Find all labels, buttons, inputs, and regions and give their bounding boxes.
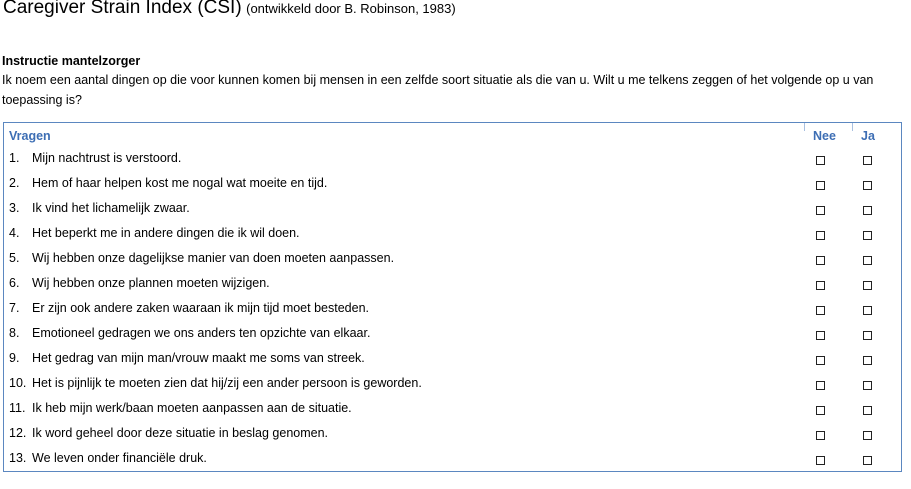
- question-row: [4, 447, 901, 472]
- question-row: [4, 372, 901, 397]
- no-checkbox[interactable]: [816, 206, 825, 215]
- no-checkbox[interactable]: [816, 381, 825, 390]
- header-yes: Ja: [861, 129, 875, 143]
- document-title: [3, 0, 456, 19]
- instruction-text: Ik noem een aantal dingen op die voor kunnen komen bij mensen in een zelfde soort situatie als die van u. Wilt u me telkens zeggen of het volgende op u van toepassing is?: [2, 73, 874, 107]
- yes-checkbox[interactable]: [863, 206, 872, 215]
- yes-checkbox[interactable]: [863, 356, 872, 365]
- question-text: We leven onder financiële druk.: [32, 451, 207, 465]
- yes-checkbox[interactable]: [863, 456, 872, 465]
- question-text: Ik vind het lichamelijk zwaar.: [32, 201, 190, 215]
- question-text: Ik word geheel door deze situatie in beslag genomen.: [32, 426, 329, 440]
- title-main: Caregiver Strain Index (CSI): [3, 0, 242, 18]
- question-number: 7.: [9, 301, 20, 315]
- yes-checkbox[interactable]: [863, 431, 872, 440]
- no-checkbox[interactable]: [816, 256, 825, 265]
- yes-checkbox[interactable]: [863, 331, 872, 340]
- yes-checkbox[interactable]: [863, 231, 872, 240]
- yes-checkbox[interactable]: [863, 406, 872, 415]
- no-checkbox[interactable]: [816, 356, 825, 365]
- no-checkbox[interactable]: [816, 306, 825, 315]
- questions-table: [3, 122, 902, 472]
- question-number: 9.: [9, 351, 20, 365]
- question-text: Het gedrag van mijn man/vrouw maakt me soms van streek.: [32, 351, 365, 365]
- question-number: 12.: [9, 426, 27, 440]
- header-questions: Vragen: [9, 129, 51, 143]
- question-number: 11.: [9, 401, 26, 415]
- no-checkbox[interactable]: [816, 456, 825, 465]
- question-number: 2.: [9, 176, 20, 190]
- no-checkbox[interactable]: [816, 331, 825, 340]
- no-checkbox[interactable]: [816, 431, 825, 440]
- question-text: Hem of haar helpen kost me nogal wat moeite en tijd.: [32, 176, 328, 190]
- title-subtitle: (ontwikkeld door B. Robinson, 1983): [246, 1, 456, 16]
- yes-checkbox[interactable]: [863, 156, 872, 165]
- question-text: Emotioneel gedragen we ons anders ten opzichte van elkaar.: [32, 326, 371, 340]
- question-number: 6.: [9, 276, 20, 290]
- question-text: Wij hebben onze plannen moeten wijzigen.: [32, 276, 270, 290]
- question-row: [4, 172, 901, 197]
- question-row: [4, 222, 901, 247]
- yes-checkbox[interactable]: [863, 281, 872, 290]
- question-row: [4, 197, 901, 222]
- question-number: 10.: [9, 376, 27, 390]
- question-row: [4, 397, 901, 422]
- column-divider: [852, 123, 853, 131]
- yes-checkbox[interactable]: [863, 256, 872, 265]
- question-row: [4, 247, 901, 272]
- no-checkbox[interactable]: [816, 156, 825, 165]
- question-text: Mijn nachtrust is verstoord.: [32, 151, 182, 165]
- no-checkbox[interactable]: [816, 181, 825, 190]
- instruction-heading: Instructie mantelzorger: [2, 54, 141, 68]
- question-text: Ik heb mijn werk/baan moeten aanpassen aan de situatie.: [32, 401, 352, 415]
- question-number: 1.: [9, 151, 20, 165]
- no-checkbox[interactable]: [816, 231, 825, 240]
- question-text: Wij hebben onze dagelijkse manier van doen moeten aanpassen.: [32, 251, 395, 265]
- question-number: 5.: [9, 251, 20, 265]
- question-text: Er zijn ook andere zaken waaraan ik mijn tijd moet besteden.: [32, 301, 369, 315]
- header-no: Nee: [813, 129, 836, 143]
- yes-checkbox[interactable]: [863, 181, 872, 190]
- question-number: 3.: [9, 201, 20, 215]
- question-number: 13.: [9, 451, 27, 465]
- yes-checkbox[interactable]: [863, 306, 872, 315]
- question-row: [4, 422, 901, 447]
- yes-checkbox[interactable]: [863, 381, 872, 390]
- column-divider: [804, 123, 805, 131]
- question-number: 4.: [9, 226, 20, 240]
- question-text: Het is pijnlijk te moeten zien dat hij/zij een ander persoon is geworden.: [32, 376, 422, 390]
- question-number: 8.: [9, 326, 20, 340]
- no-checkbox[interactable]: [816, 406, 825, 415]
- question-row: [4, 347, 901, 372]
- question-row: [4, 272, 901, 297]
- question-row: [4, 322, 901, 347]
- no-checkbox[interactable]: [816, 281, 825, 290]
- question-row: [4, 147, 901, 172]
- question-row: [4, 297, 901, 322]
- question-text: Het beperkt me in andere dingen die ik wil doen.: [32, 226, 300, 240]
